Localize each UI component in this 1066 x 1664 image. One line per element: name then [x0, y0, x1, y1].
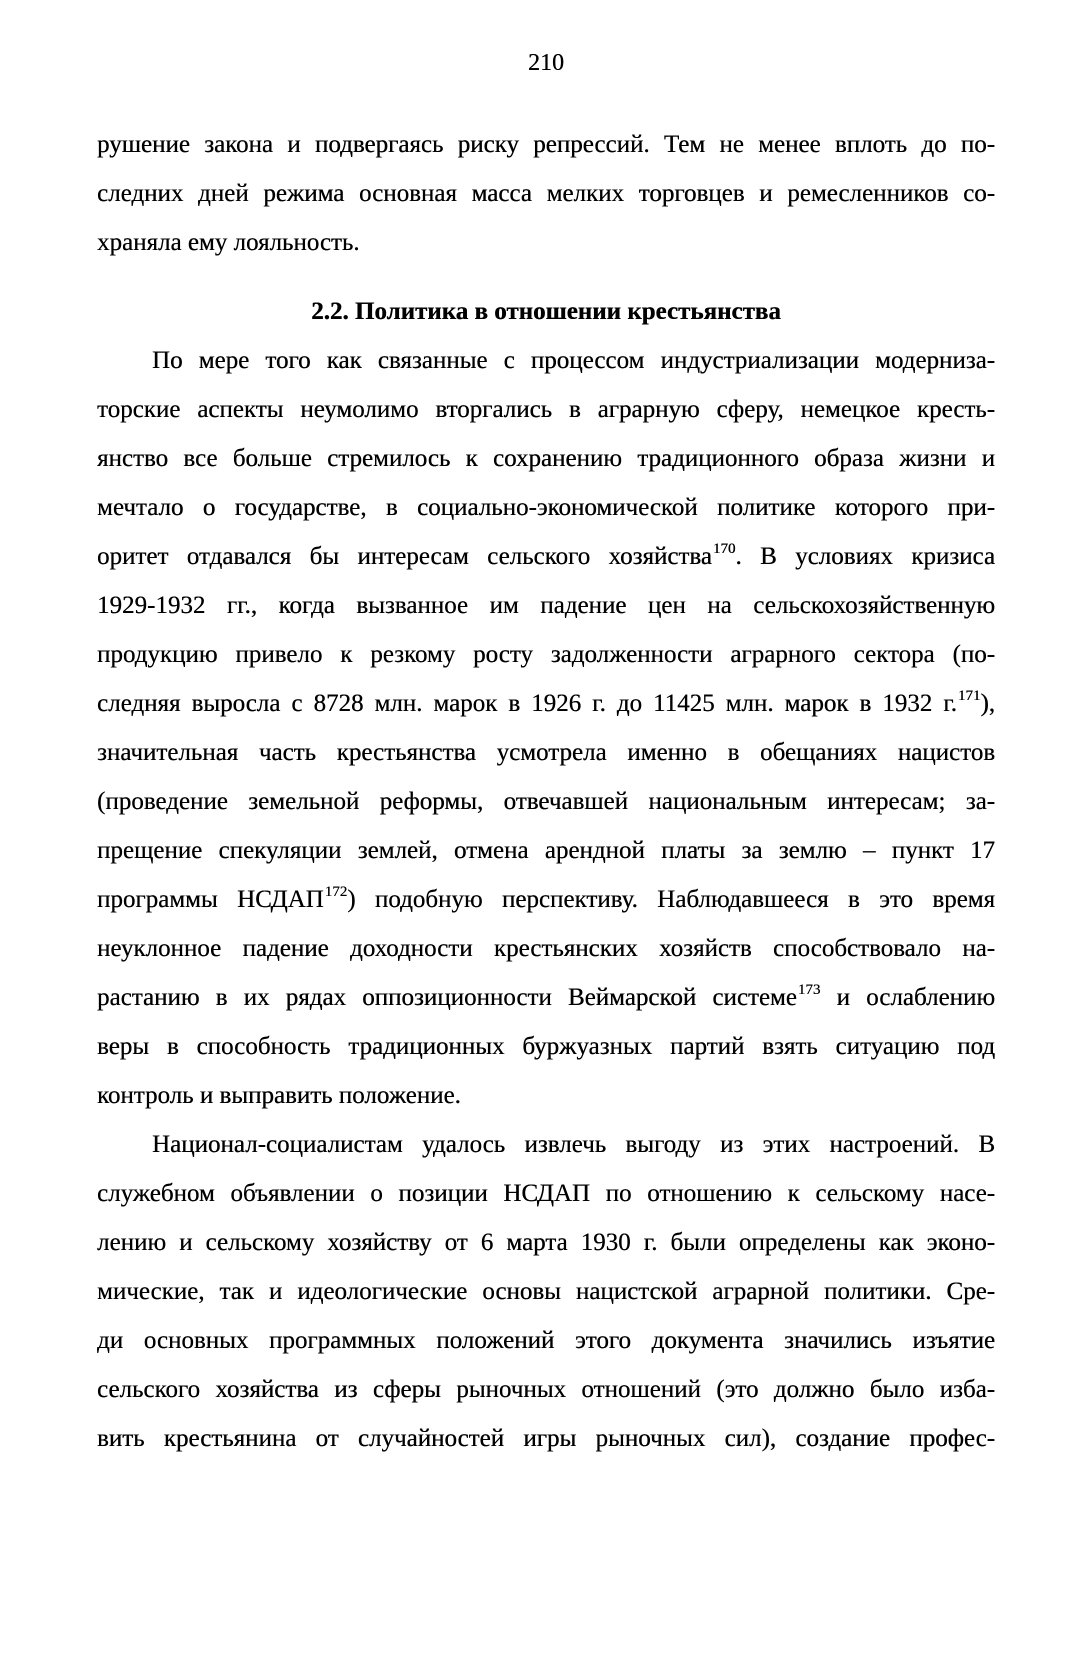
text-line: продукцию привело к резкому росту задолженности аграрного сектора (по- [97, 641, 995, 668]
footnote-reference: 173 [797, 982, 821, 998]
text-line: вить крестьянина от случайностей игры рыночных сил), создание профес- [97, 1425, 995, 1452]
text-line: следняя выросла с 8728 млн. марок в 1926 г. до 11425 млн. марок в 1932 г.$^{171}$), [97, 688, 995, 717]
text-line: торские аспекты неумолимо вторгались в аграрную сферу, немецкое кресть- [97, 396, 995, 423]
text-line: оритет отдавался бы интересам сельского хозяйства$^{170}$. В условиях кризиса [97, 541, 995, 570]
footnote-reference: 171 [957, 688, 981, 704]
footnote-reference: 172 [324, 884, 348, 900]
text-line: программы НСДАП$^{172}$) подобную перспективу. Наблюдавшееся в это время [97, 884, 996, 913]
text-line: неуклонное падение доходности крестьянских хозяйств способствовало на- [97, 935, 995, 962]
text-line: следних дней режима основная масса мелких торговцев и ремесленников со- [97, 180, 995, 207]
footnote-reference: 170 [712, 541, 736, 557]
text-line: (проведение земельной реформы, отвечавшей национальным интересам; за- [97, 788, 995, 815]
text-line: растанию в их рядах оппозиционности Веймарской системе$^{173}$ и ослаблению [97, 982, 995, 1011]
text-line: значительная часть крестьянства усмотрела именно в обещаниях нацистов [97, 739, 995, 766]
paragraph [97, 336, 995, 1120]
page-body [97, 120, 995, 1463]
text-line: янство все больше стремилось к сохранению традиционного образа жизни и [97, 445, 995, 472]
paragraph [97, 1120, 995, 1463]
text-line: 1929-1932 гг., когда вызванное им падение цен на сельскохозяйственную [97, 592, 995, 619]
text-line: прещение спекуляции землей, отмена арендной платы за землю – пункт 17 [97, 837, 995, 864]
text-line: ди основных программных положений этого документа значились изъятие [97, 1327, 995, 1354]
text-line: Национал-социалистам удалось извлечь выгоду из этих настроений. В [152, 1131, 995, 1158]
text-line: мические, так и идеологические основы нацистской аграрной политики. Сре- [97, 1278, 995, 1305]
text-line: контроль и выправить положение. [97, 1082, 461, 1109]
paragraph [97, 120, 995, 267]
text-line: лению и сельскому хозяйству от 6 марта 1930 г. были определены как эконо- [97, 1229, 995, 1256]
text-line: веры в способность традиционных буржуазных партий взять ситуацию под [97, 1033, 995, 1060]
page-number: 210 [528, 50, 564, 76]
section-heading: 2.2. Политика в отношении крестьянства [311, 298, 781, 325]
text-line: служебном объявлении о позиции НСДАП по отношению к сельскому насе- [97, 1180, 995, 1207]
text-line: храняла ему лояльность. [97, 229, 360, 256]
text-line: сельского хозяйства из сферы рыночных отношений (это должно было изба- [97, 1376, 995, 1403]
text-line: мечтало о государстве, в социально-экономической политике которого при- [97, 494, 995, 521]
text-line: По мере того как связанные с процессом индустриализации модерниза- [152, 347, 995, 374]
text-line: рушение закона и подвергаясь риску репрессий. Тем не менее вплоть до по- [97, 131, 995, 158]
